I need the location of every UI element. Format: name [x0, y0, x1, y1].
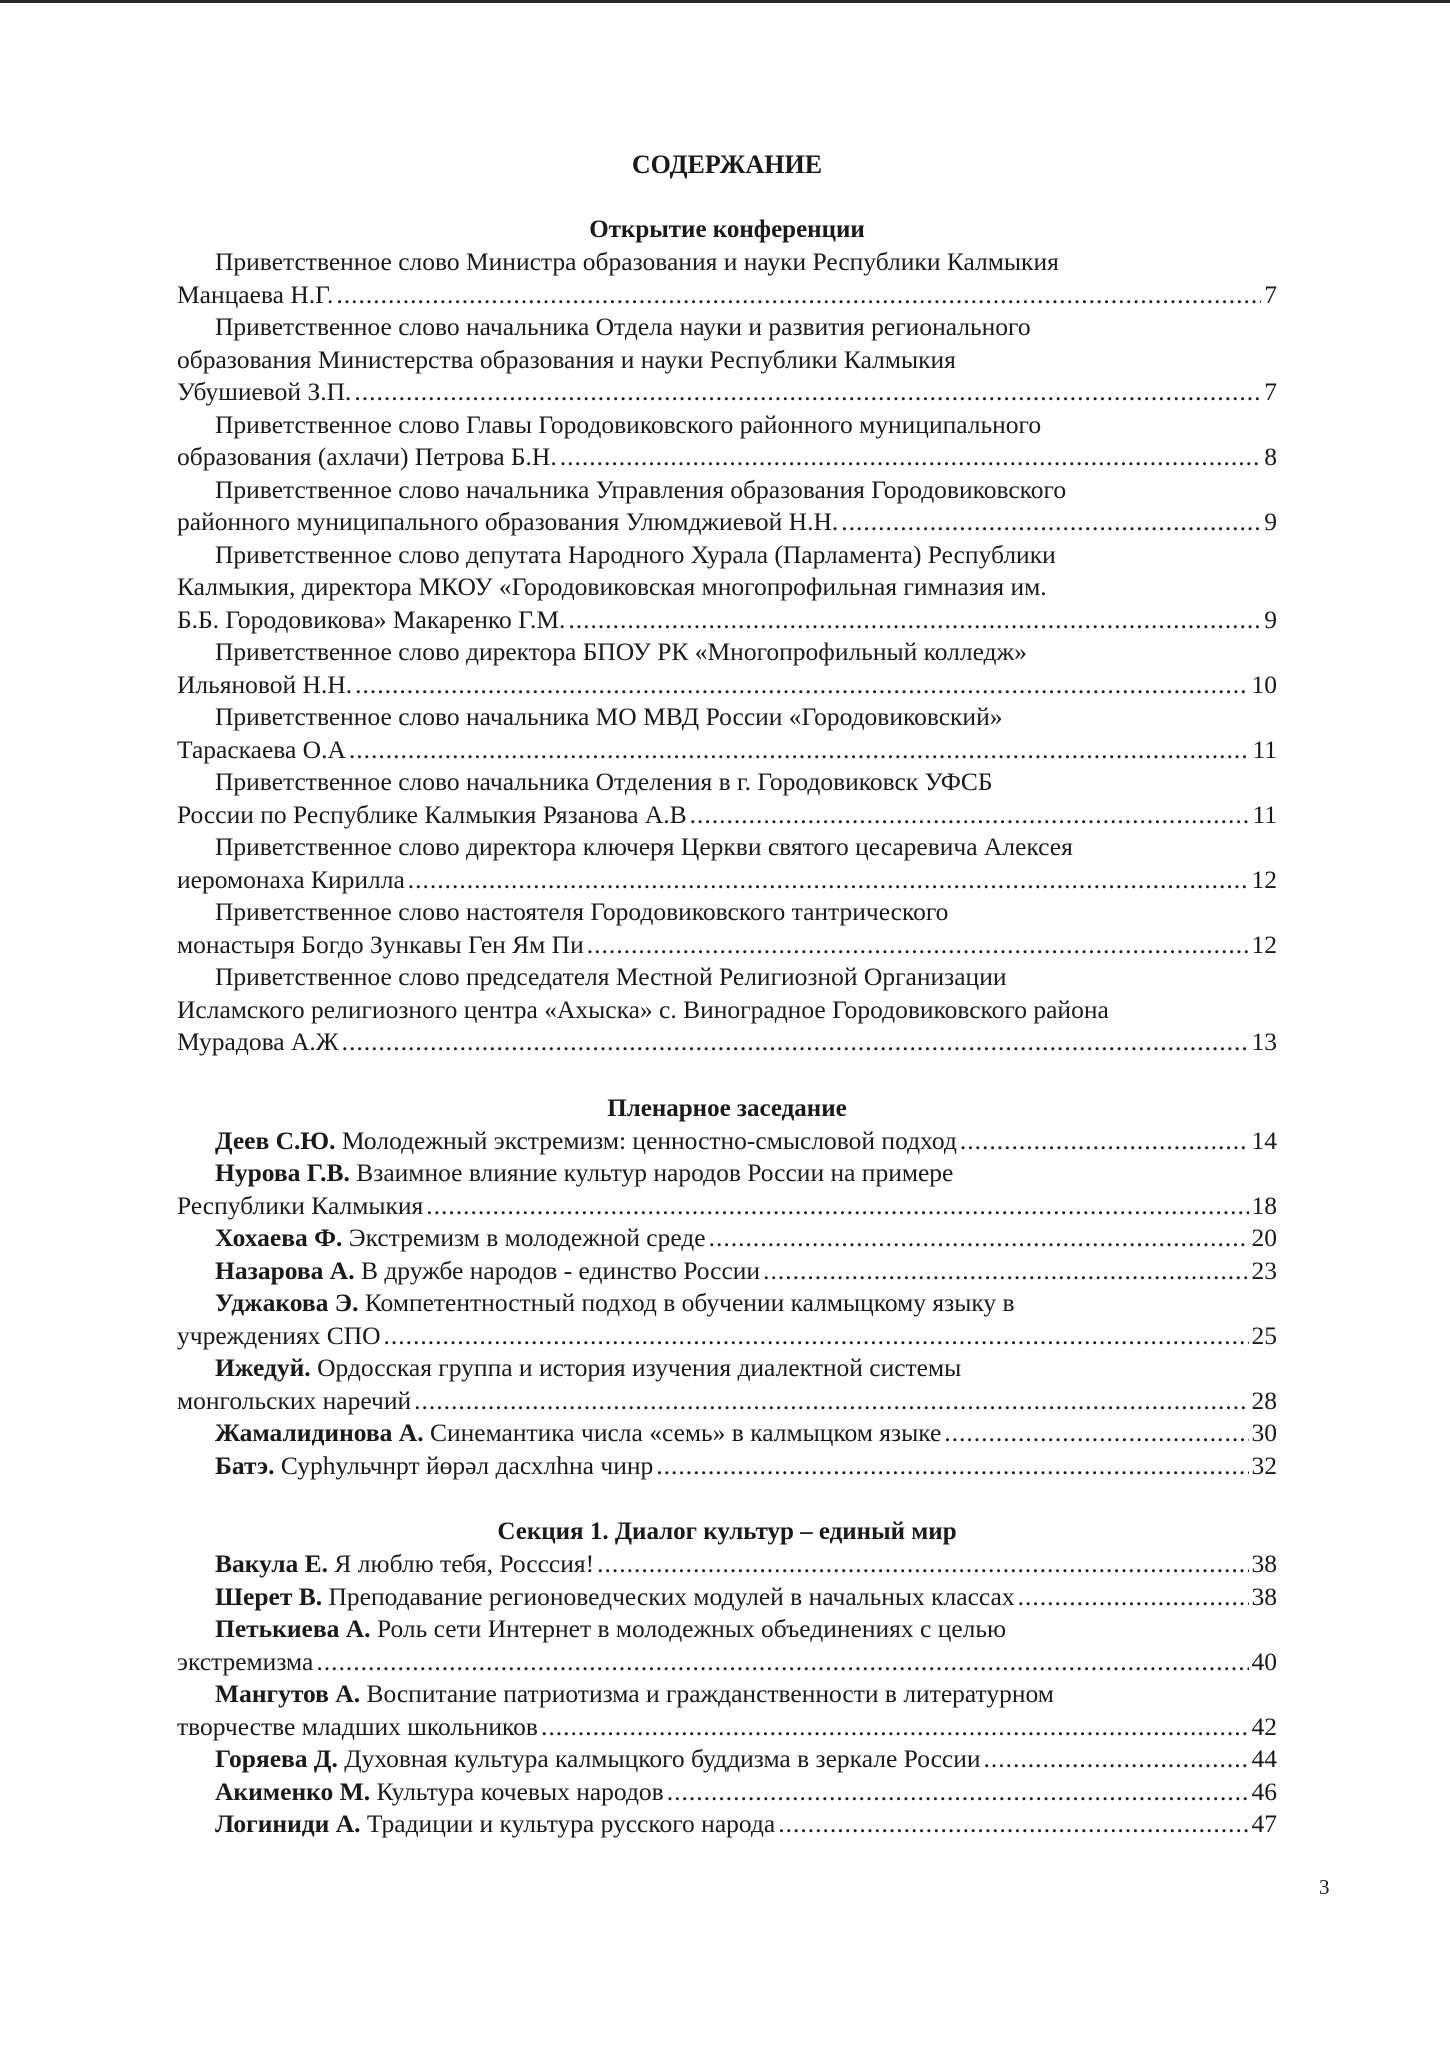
- entry-text: [177, 506, 838, 539]
- toc-entry: [177, 1157, 1277, 1222]
- page-number: 3: [1319, 1875, 1330, 1899]
- table-of-contents: [177, 214, 1277, 1841]
- entry-line: [177, 279, 1277, 312]
- entry-text: [177, 929, 584, 962]
- entry-page-number: 46: [1251, 1776, 1277, 1806]
- entry-title-text: Молодежный экстремизм: ценностно-смысловой подход: [341, 1125, 957, 1155]
- entry-line: [177, 1776, 1277, 1809]
- toc-entry: [177, 636, 1277, 701]
- entry-text: [177, 799, 687, 832]
- toc-entry: [177, 831, 1277, 896]
- entry-title-text: Исламского религиозного центра «Ахыска» с. Виноградное Городовиковского района: [177, 994, 1109, 1024]
- entry-title-text: В дружбе народов - единство России: [360, 1255, 761, 1285]
- entry-line: [177, 409, 1277, 442]
- entry-line: [177, 604, 1277, 637]
- entry-title-text: творчестве младших школьников: [177, 1711, 538, 1741]
- dot-leader: [763, 1255, 1248, 1288]
- toc-entry: [177, 701, 1277, 766]
- entry-page-number: 42: [1251, 1711, 1277, 1741]
- dot-leader: [960, 1125, 1249, 1158]
- entry-title-text: Тараскаева О.А: [177, 734, 346, 764]
- entry-page-number: 28: [1251, 1385, 1277, 1415]
- entry-title-text: Экстремизм в молодежной среде: [348, 1223, 706, 1252]
- entry-line: [177, 669, 1277, 702]
- entry-line: [177, 1450, 1277, 1483]
- entry-title-text: Приветственное слово настоятеля Городовиковского тантрического: [215, 897, 949, 926]
- toc-entry: [177, 1125, 1277, 1158]
- entry-text: [177, 864, 405, 897]
- entry-title-text: Традиции и культура русского народа: [366, 1809, 776, 1838]
- dot-leader: [656, 1450, 1248, 1483]
- toc-entry: [177, 409, 1277, 474]
- entry-page-number: 25: [1251, 1320, 1277, 1350]
- dot-leader: [1018, 1581, 1249, 1614]
- entry-text: [215, 1548, 594, 1581]
- entry-page-number: 14: [1251, 1125, 1277, 1155]
- entry-title-text: иеромонаха Кирилла: [177, 864, 405, 894]
- entry-title-text: Приветственное слово начальника Отделения в г. Городовиковск УФСБ: [215, 767, 993, 796]
- entry-text: [177, 1320, 381, 1353]
- entry-text: [177, 1026, 339, 1059]
- entry-author: Горяева Д.: [215, 1744, 338, 1773]
- entry-author: Акименко М.: [215, 1776, 371, 1806]
- entry-text: [215, 1581, 1015, 1614]
- dot-leader: [355, 669, 1248, 702]
- entry-line: [177, 1581, 1277, 1614]
- entry-page-number: 23: [1251, 1255, 1277, 1285]
- toc-entry: [177, 1548, 1277, 1581]
- dot-leader: [354, 376, 1261, 409]
- entry-title-text: Убушиевой З.П.: [177, 377, 352, 406]
- entry-title-text: Ордосская группа и история изучения диалектной системы: [317, 1353, 962, 1382]
- entry-title-text: Воспитание патриотизма и гражданственности в литературном: [366, 1679, 1054, 1708]
- entry-text: [215, 897, 948, 926]
- entry-page-number: 38: [1251, 1549, 1277, 1578]
- dot-leader: [690, 799, 1250, 832]
- entry-page-number: 11: [1252, 799, 1277, 829]
- entry-text: [215, 1158, 953, 1187]
- entry-title-text: Преподавание регионоведческих модулей в начальных классах: [328, 1581, 1015, 1611]
- entry-line: [177, 1352, 1277, 1385]
- entry-page-number: 13: [1251, 1027, 1277, 1056]
- section-heading: Пленарное заседание: [607, 1094, 847, 1122]
- entry-text: [177, 669, 352, 702]
- entry-line: [177, 1385, 1277, 1418]
- entry-line: [177, 1287, 1277, 1320]
- entry-title-text: Ильяновой Н.Н.: [177, 669, 353, 699]
- dot-leader: [587, 929, 1249, 962]
- entry-title-text: Роль сети Интернет в молодежных объединениях с целью: [376, 1614, 1007, 1643]
- entry-author: Шерет В.: [215, 1581, 323, 1611]
- entry-line: [177, 1646, 1277, 1679]
- dot-leader: [984, 1743, 1249, 1776]
- entry-title-text: Я люблю тебя, Росссия!: [334, 1549, 595, 1578]
- entry-title-text: Республики Калмыкия: [177, 1190, 424, 1220]
- entry-text: [215, 1353, 961, 1382]
- entry-title-text: Приветственное слово директора БПОУ РК «Многопрофильный колледж»: [215, 637, 1027, 666]
- entry-title-text: Калмыкия, директора МКОУ «Городовиковская многопрофильная гимназия им.: [177, 572, 1047, 601]
- entry-line: [177, 1157, 1277, 1190]
- entry-title-text: Компетентностный подход в обучении калмыцкому языку в: [364, 1288, 1015, 1317]
- entry-line: [177, 1548, 1277, 1581]
- entry-text: [215, 1450, 653, 1483]
- dot-leader: [414, 1385, 1248, 1418]
- entry-title-text: Мурадова А.Ж: [177, 1027, 339, 1056]
- entry-line: [177, 994, 1277, 1027]
- entry-page-number: 18: [1251, 1190, 1277, 1220]
- entry-page-number: 7: [1264, 279, 1277, 309]
- entry-author: Логиниди А.: [215, 1809, 361, 1838]
- entry-line: [177, 376, 1277, 409]
- entry-line: [177, 474, 1277, 507]
- entry-title-text: монастыря Богдо Зункавы Ген Ям Пи: [177, 929, 584, 959]
- toc-entry: [177, 1808, 1277, 1841]
- entry-line: [177, 1026, 1277, 1059]
- dot-leader: [778, 1808, 1248, 1841]
- entry-text: [177, 1190, 423, 1223]
- dot-leader: [336, 279, 1261, 312]
- entry-line: [177, 1711, 1277, 1744]
- toc-entry: [177, 1222, 1277, 1255]
- toc-entry: [177, 1613, 1277, 1678]
- entry-line: [177, 929, 1277, 962]
- entry-line: [177, 344, 1277, 377]
- page-title: СОДЕРЖАНИЕ: [631, 150, 823, 179]
- section-heading: Открытие конференции: [589, 216, 865, 243]
- dot-leader: [560, 441, 1262, 474]
- entry-text: [215, 312, 1031, 341]
- entry-line: [177, 831, 1277, 864]
- entry-title-text: Приветственное слово Главы Городовиковского районного муниципального: [215, 409, 1042, 439]
- entry-text: [177, 604, 565, 637]
- entry-author: Петькиева А.: [215, 1614, 371, 1643]
- entry-title-text: России по Республике Калмыкия Рязанова А.В: [177, 799, 687, 829]
- dot-leader: [316, 1646, 1248, 1679]
- toc-entry: [177, 896, 1277, 961]
- entry-author: Ижедуй.: [215, 1353, 311, 1382]
- entry-line: [177, 441, 1277, 474]
- entry-author: Вакула Е.: [215, 1549, 329, 1578]
- dot-leader: [384, 1320, 1249, 1353]
- entry-title-text: Сурһульчнрт йөрәл дасхлһна чинр: [280, 1450, 654, 1480]
- entry-title-text: Приветственное слово Министра образования и науки Республики Калмыкия: [215, 247, 1059, 276]
- entry-page-number: 32: [1251, 1450, 1277, 1480]
- toc-entry: [177, 474, 1277, 539]
- entry-text: [177, 345, 956, 374]
- toc-entry: [177, 1255, 1277, 1288]
- entry-title-text: районного муниципального образования Улюмджиевой Н.Н.: [177, 507, 839, 536]
- entry-author: Нурова Г.В.: [215, 1158, 350, 1187]
- entry-text: [177, 1711, 538, 1744]
- entry-title-text: Приветственное слово депутата Народного Хурала (Парламента) Республики: [215, 539, 1056, 569]
- entry-line: [177, 896, 1277, 929]
- entry-title-text: Синемантика числа «семь» в калмыцком языке: [429, 1418, 942, 1447]
- entry-line: [177, 246, 1277, 279]
- dot-leader: [944, 1417, 1248, 1450]
- entry-page-number: 11: [1252, 734, 1277, 764]
- entry-text: [177, 1385, 411, 1418]
- dot-leader: [541, 1711, 1249, 1744]
- toc-entry: [177, 1287, 1277, 1352]
- entry-line: [177, 1222, 1277, 1255]
- toc-entry: [177, 1776, 1277, 1809]
- entry-line: [177, 1255, 1277, 1288]
- entry-line: [177, 864, 1277, 897]
- toc-page: [177, 148, 1277, 1841]
- entry-line: [177, 311, 1277, 344]
- entry-title-text: образования Министерства образования и науки Республики Калмыкия: [177, 344, 956, 374]
- entry-page-number: 7: [1264, 377, 1277, 406]
- entry-text: [177, 995, 1109, 1024]
- toc-entry: [177, 961, 1277, 1059]
- entry-title-text: экстремизма: [177, 1646, 314, 1676]
- entry-text: [215, 1808, 775, 1841]
- entry-page-number: 30: [1251, 1418, 1277, 1447]
- entry-page-number: 40: [1251, 1646, 1277, 1676]
- entry-text: [177, 279, 333, 312]
- dot-leader: [426, 1190, 1248, 1223]
- entry-text: [215, 767, 993, 796]
- entry-text: [215, 1743, 981, 1776]
- entry-text: [215, 962, 1006, 991]
- entry-text: [215, 1776, 664, 1809]
- entry-text: [215, 702, 1002, 731]
- entry-author: Деев С.Ю.: [215, 1125, 336, 1155]
- dot-leader: [709, 1222, 1249, 1255]
- entry-title-text: Приветственное слово директора ключеря Церкви святого цесаревича Алексея: [215, 832, 1073, 861]
- entry-text: [215, 1222, 706, 1255]
- entry-text: [215, 247, 1059, 276]
- toc-entry: [177, 1678, 1277, 1743]
- dot-leader: [597, 1548, 1248, 1581]
- entry-line: [177, 539, 1277, 572]
- dot-leader: [349, 734, 1250, 767]
- entry-page-number: 9: [1264, 507, 1277, 536]
- entry-line: [177, 506, 1277, 539]
- entry-title-text: монгольских наречий: [177, 1385, 412, 1415]
- entry-title-text: Приветственное слово начальника Отдела науки и развития регионального: [215, 312, 1031, 341]
- dot-leader: [342, 1026, 1249, 1059]
- entry-author: Уджакова Э.: [215, 1288, 359, 1317]
- entry-title-text: Культура кочевых народов: [376, 1776, 664, 1806]
- entry-author: Батэ.: [215, 1450, 275, 1480]
- entry-text: [177, 376, 351, 409]
- entry-text: [215, 1614, 1006, 1643]
- entry-title-text: Манцаева Н.Г.: [177, 279, 334, 309]
- dot-leader: [667, 1776, 1249, 1809]
- toc-entry: [177, 311, 1277, 409]
- entry-page-number: 38: [1251, 1581, 1277, 1611]
- entry-title-text: Приветственное слово начальника МО МВД России «Городовиковский»: [215, 702, 1003, 731]
- toc-entry: [177, 1417, 1277, 1450]
- entry-text: [215, 540, 1056, 569]
- entry-page-number: 20: [1251, 1223, 1277, 1252]
- entry-text: [177, 734, 346, 767]
- entry-page-number: 8: [1264, 442, 1277, 471]
- entry-text: [215, 410, 1041, 439]
- entry-line: [177, 701, 1277, 734]
- entry-text: [215, 1255, 760, 1288]
- entry-line: [177, 1417, 1277, 1450]
- entry-line: [177, 1678, 1277, 1711]
- entry-author: Мангутов А.: [215, 1679, 361, 1708]
- toc-entry: [177, 539, 1277, 637]
- entry-title-text: Приветственное слово председателя Местной Религиозной Организации: [215, 962, 1007, 991]
- entry-title-text: Б.Б. Городовикова» Макаренко Г.М.: [177, 604, 566, 634]
- toc-entry: [177, 1352, 1277, 1417]
- entry-author: Жамалидинова А.: [215, 1418, 424, 1447]
- entry-line: [177, 766, 1277, 799]
- entry-line: [177, 636, 1277, 669]
- entry-page-number: 12: [1251, 929, 1277, 959]
- toc-entry: [177, 766, 1277, 831]
- toc-entry: [177, 1743, 1277, 1776]
- entry-line: [177, 1808, 1277, 1841]
- entry-title-text: учреждениях СПО: [177, 1320, 381, 1350]
- entry-title-text: Взаимное влияние культур народов России на примере: [356, 1158, 954, 1187]
- entry-text: [215, 1125, 957, 1158]
- section-gap: [177, 1059, 1277, 1093]
- entry-text: [215, 1417, 941, 1450]
- toc-entry: [177, 1581, 1277, 1614]
- toc-entry: [177, 1450, 1277, 1483]
- entry-page-number: 12: [1251, 864, 1277, 894]
- entry-line: [177, 1320, 1277, 1353]
- entry-line: [177, 1190, 1277, 1223]
- entry-text: [215, 832, 1073, 861]
- entry-author: Назарова А.: [215, 1255, 355, 1285]
- toc-entry: [177, 246, 1277, 311]
- entry-page-number: 9: [1264, 604, 1277, 634]
- entry-line: [177, 734, 1277, 767]
- entry-author: Хохаева Ф.: [215, 1223, 343, 1252]
- entry-page-number: 10: [1251, 669, 1277, 699]
- top-scan-border: [0, 0, 1450, 3]
- dot-leader: [841, 506, 1261, 539]
- entry-line: [177, 961, 1277, 994]
- entry-text: [215, 1679, 1054, 1708]
- entry-title-text: Духовная культура калмыцкого буддизма в зеркале России: [344, 1744, 981, 1773]
- entry-title-text: Приветственное слово начальника Управления образования Городовиковского: [215, 474, 1067, 504]
- entry-line: [177, 1613, 1277, 1646]
- entry-text: [177, 441, 557, 474]
- section-gap: [177, 1482, 1277, 1516]
- entry-text: [215, 1288, 1015, 1317]
- dot-leader: [408, 864, 1249, 897]
- entry-text: [215, 475, 1066, 504]
- entry-line: [177, 1125, 1277, 1158]
- dot-leader: [568, 604, 1261, 637]
- entry-line: [177, 571, 1277, 604]
- entry-page-number: 44: [1251, 1744, 1277, 1773]
- entry-text: [177, 572, 1047, 601]
- entry-line: [177, 799, 1277, 832]
- entry-text: [215, 637, 1027, 666]
- entry-line: [177, 1743, 1277, 1776]
- entry-text: [177, 1646, 313, 1679]
- entry-title-text: образования (ахлачи) Петрова Б.Н.: [177, 442, 557, 471]
- section-heading: Секция 1. Диалог культур – единый мир: [497, 1518, 957, 1545]
- entry-page-number: 47: [1251, 1809, 1277, 1838]
